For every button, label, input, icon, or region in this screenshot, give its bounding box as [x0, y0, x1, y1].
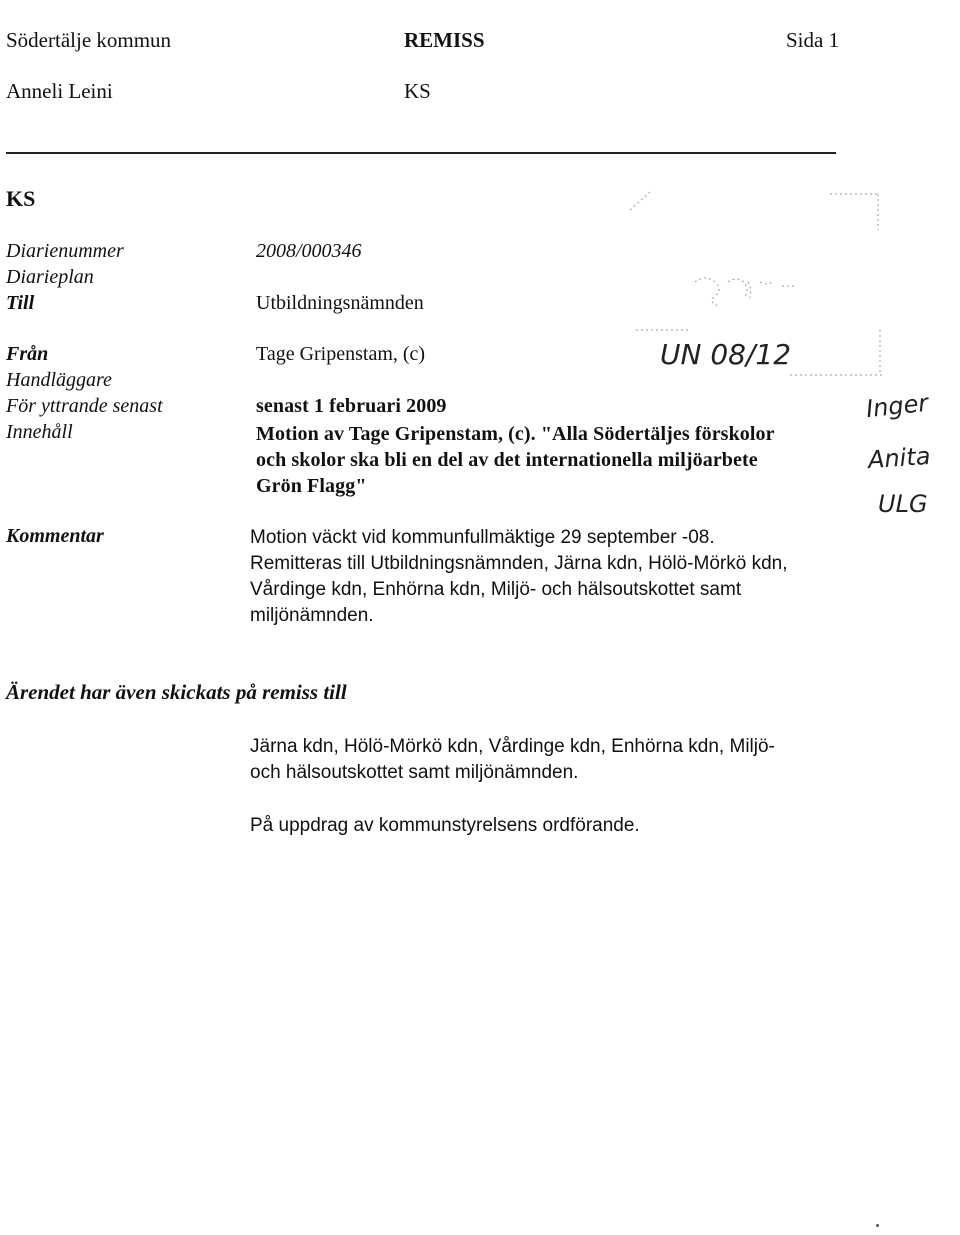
- till-label: Till: [6, 292, 35, 314]
- innehall-label: Innehåll: [6, 421, 73, 443]
- page-number: Sida 1: [786, 28, 840, 52]
- header-divider: [6, 152, 836, 154]
- fran-value: Tage Gripenstam, (c): [256, 343, 426, 365]
- yttrande-value: senast 1 februari 2009: [256, 395, 447, 417]
- closing-line: På uppdrag av kommunstyrelsens ordförande.: [250, 815, 640, 836]
- yttrande-label: För yttrande senast: [6, 395, 163, 417]
- till-value: Utbildningsnämnden: [256, 292, 424, 314]
- fran-label: Från: [6, 343, 49, 365]
- also-sent-heading: Ärendet har även skickats på remiss till: [6, 680, 347, 704]
- diarienummer-value: 2008/000346: [256, 240, 362, 262]
- handwritten-name: Inger: [864, 388, 930, 424]
- author-name: Anneli Leini: [6, 79, 113, 103]
- handwritten-name: Anita: [867, 441, 932, 475]
- handlaggare-label: Handläggare: [6, 369, 112, 391]
- kommentar-label: Kommentar: [6, 525, 104, 547]
- kommentar-line: Remitteras till Utbildningsnämnden, Järna kdn, Hölö-Mörkö kdn,: [250, 553, 788, 574]
- also-sent-line: och hälsoutskottet samt miljönämnden.: [250, 762, 579, 783]
- innehall-line: Grön Flagg": [256, 475, 367, 497]
- diarieplan-label: Diarieplan: [6, 266, 94, 288]
- kommentar-line: Motion väckt vid kommunfullmäktige 29 september -08.: [250, 527, 715, 548]
- unit-code: KS: [404, 79, 431, 103]
- stray-dot: [876, 1224, 879, 1227]
- diarienummer-label: Diarienummer: [6, 240, 124, 262]
- section-title: KS: [6, 186, 36, 211]
- innehall-line: Motion av Tage Gripenstam, (c). "Alla Södertäljes förskolor: [256, 423, 775, 445]
- innehall-line: och skolor ska bli en del av det internationella miljöarbete: [256, 449, 758, 471]
- kommentar-line: Vårdinge kdn, Enhörna kdn, Miljö- och hälsoutskottet samt: [250, 579, 742, 600]
- handwritten-initials: ULG: [878, 490, 928, 518]
- also-sent-line: Järna kdn, Hölö-Mörkö kdn, Vårdinge kdn, Enhörna kdn, Miljö-: [250, 736, 775, 757]
- document-type: REMISS: [404, 28, 485, 52]
- organisation-name: Södertälje kommun: [6, 28, 172, 52]
- handwritten-stamp-note: UN 08/12: [660, 338, 792, 371]
- kommentar-line: miljönämnden.: [250, 605, 374, 626]
